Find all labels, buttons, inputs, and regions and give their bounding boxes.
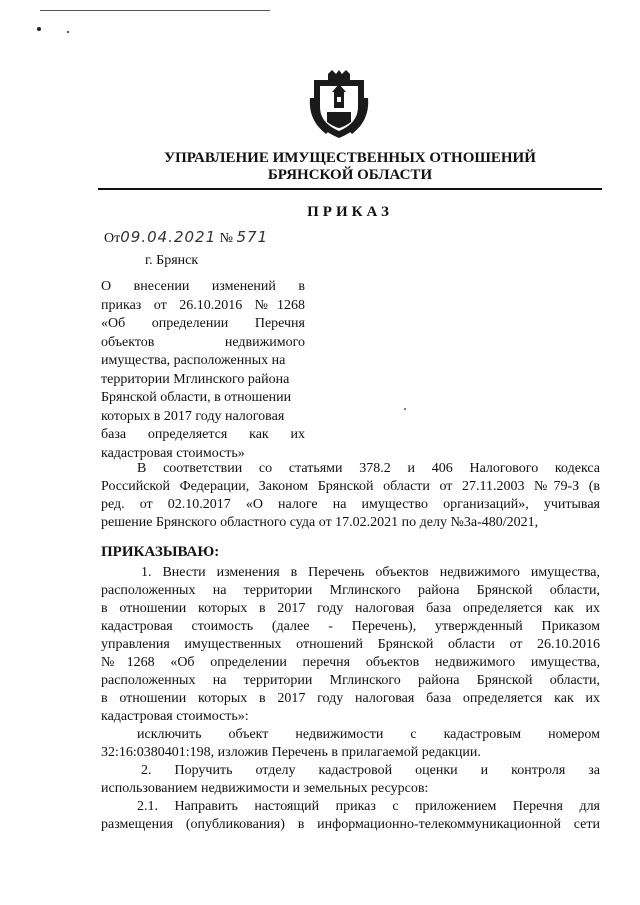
order-line: в отношении которых в 2017 году налоговая база определяется как их xyxy=(101,691,600,706)
scan-top-line xyxy=(40,10,270,11)
order-line: расположенных на территории Мглинского района Брянской области, xyxy=(101,673,600,688)
subject-line: О внесении изменений в xyxy=(101,279,305,294)
order-points xyxy=(101,564,600,834)
preamble-line: Российской Федерации, Законом Брянской области от 27.11.2003 №79-З (в xyxy=(101,479,600,494)
subject-line: «Об определении Перечня xyxy=(101,316,305,331)
org-name-line2: БРЯНСКОЙ ОБЛАСТИ xyxy=(267,167,433,183)
order-line: исключить объект недвижимости с кадастровым номером xyxy=(137,727,600,742)
subject-line: база определяется как их xyxy=(101,427,305,442)
subject-line: территории Мглинского района xyxy=(101,371,290,387)
order-line: 2.1. Направить настоящий приказ с приложением Перечня для xyxy=(137,799,600,814)
subject-block xyxy=(101,278,305,463)
date-number-line xyxy=(104,228,268,247)
scan-speck xyxy=(37,27,41,31)
preamble-line: ред. от 02.10.2017 «О налоге на имущество организаций», учитывая xyxy=(101,497,600,512)
subject-line: имущества, расположенных на xyxy=(101,353,286,368)
order-line: 2. Поручить отделу кадастровой оценки и контроля за xyxy=(141,763,600,778)
order-line: №1268 «Об определении перечня объектов недвижимого имущества, xyxy=(101,655,600,670)
coat-of-arms-icon xyxy=(308,70,370,142)
handwritten-date: 09.04.2021 xyxy=(120,228,217,246)
subject-line: которых в 2017 году налоговая xyxy=(101,408,285,424)
header-divider xyxy=(98,188,602,190)
subject-line: Брянской области, в отношении xyxy=(101,390,292,405)
subject-line: кадастровая стоимость» xyxy=(101,445,245,461)
preamble-paragraph xyxy=(101,460,600,532)
order-line: кадастровая стоимость»: xyxy=(101,709,249,724)
order-line: использованием недвижимости и земельных ресурсов: xyxy=(101,781,429,796)
order-line: управления имущественных отношений Брянской области от 26.10.2016 xyxy=(101,637,600,652)
date-prefix: От xyxy=(104,231,121,246)
subject-line: объектов недвижимого xyxy=(101,334,305,350)
city: г. Брянск xyxy=(145,253,199,268)
preamble-line: решение Брянского областного суда от 17.02.2021 по делу №3а-480/2021, xyxy=(101,515,539,530)
order-line: в отношении которых в 2017 году налоговая база определяется как их xyxy=(101,601,600,616)
number-prefix: № xyxy=(219,231,233,246)
subject-line: приказ от 26.10.2016 №1268 xyxy=(101,297,305,313)
org-name-line1: УПРАВЛЕНИЕ ИМУЩЕСТВЕННЫХ ОТНОШЕНИЙ xyxy=(164,150,536,166)
scan-speck xyxy=(67,31,69,33)
handwritten-number: 571 xyxy=(236,228,269,246)
order-heading: ПРИКАЗЫВАЮ: xyxy=(101,544,220,560)
order-line: размещения (опубликования) в информационно-телекоммуникационной сети xyxy=(101,817,600,832)
order-line: 32:16:0380401:198, изложив Перечень в прилагаемой редакции. xyxy=(101,745,481,760)
document-type: ПРИКАЗ xyxy=(307,204,393,220)
order-line: кадастровая стоимость (далее - Перечень), утвержденный Приказом xyxy=(101,619,600,634)
scan-speck xyxy=(404,408,406,410)
order-line: 1. Внести изменения в Перечень объектов недвижимого имущества, xyxy=(141,565,600,580)
order-line: расположенных на территории Мглинского района Брянской области, xyxy=(101,583,600,598)
preamble-line: В соответствии со статьями 378.2 и 406 Налогового кодекса xyxy=(137,461,600,476)
